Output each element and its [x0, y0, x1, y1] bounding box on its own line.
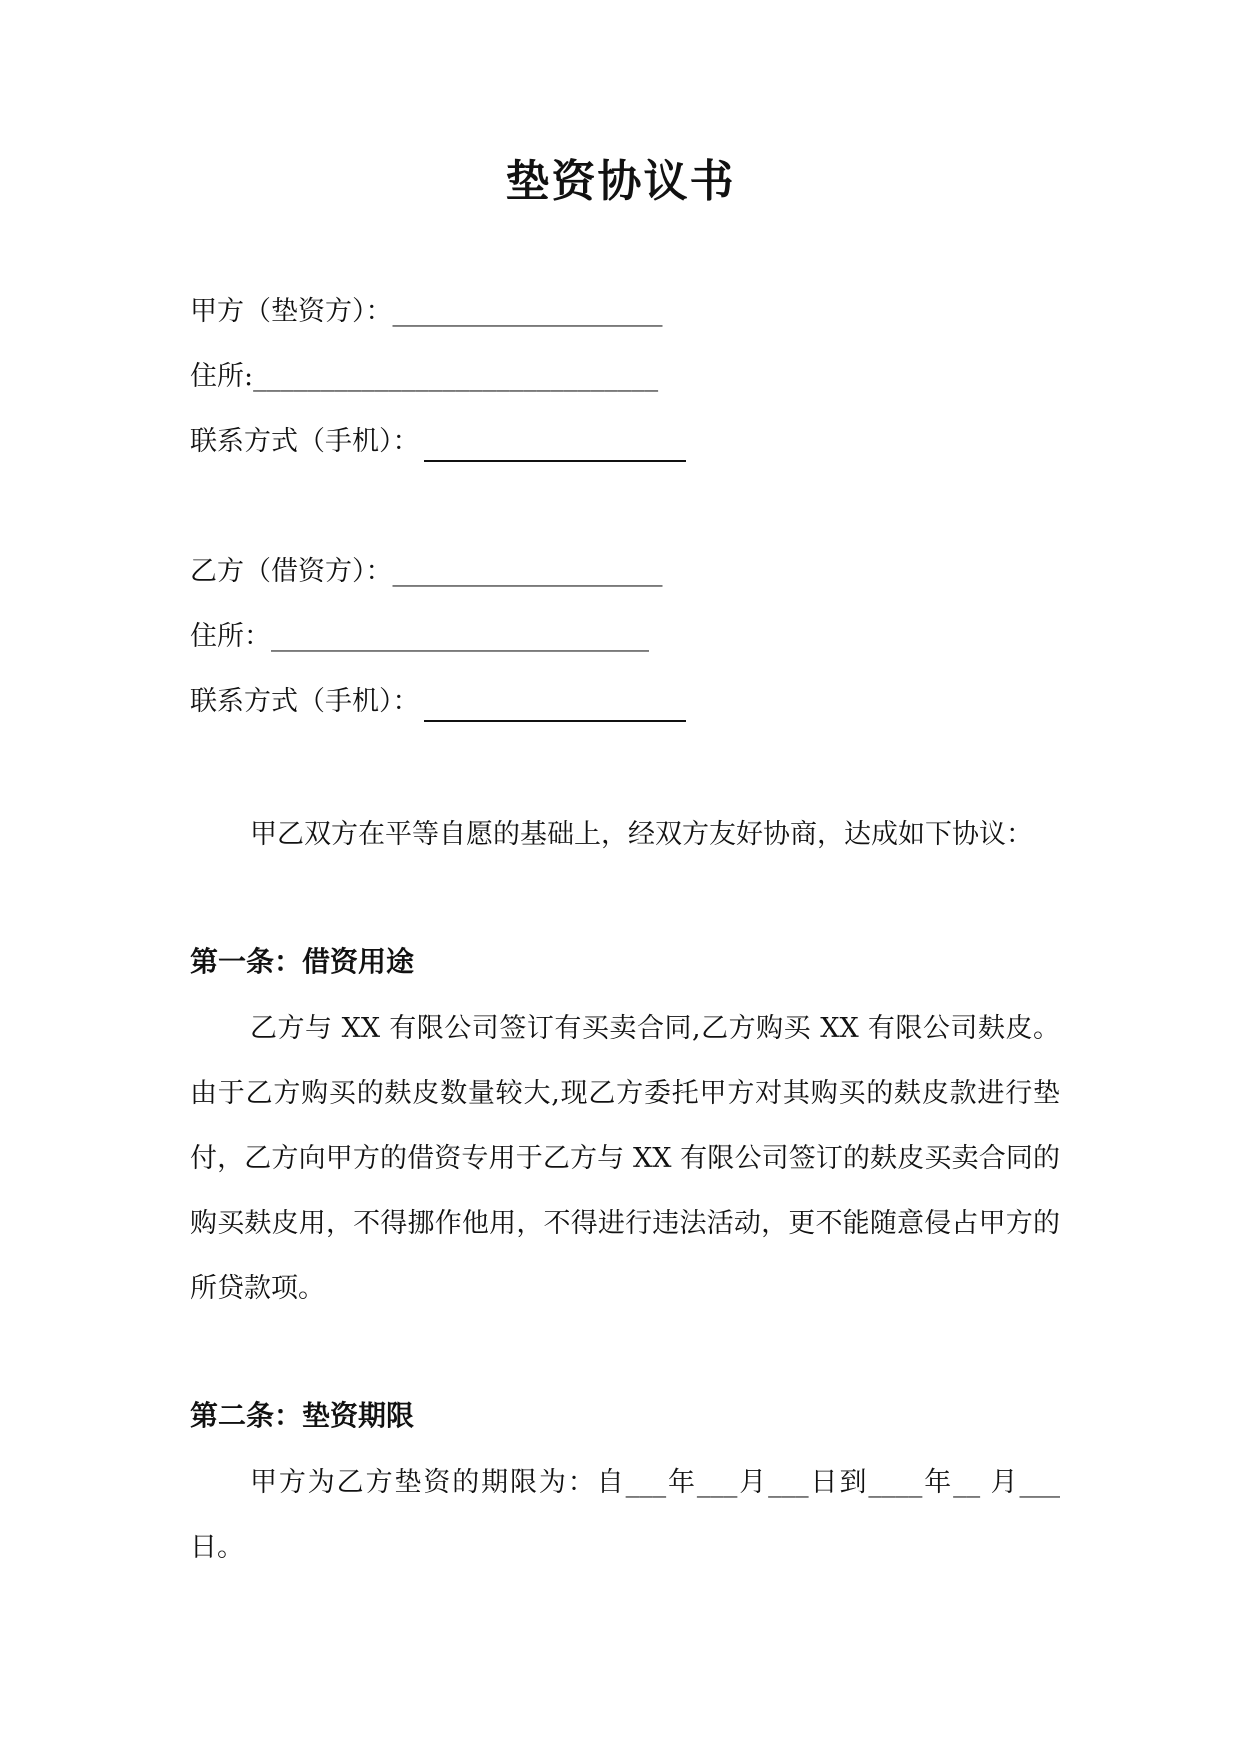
article-2-body: 甲方为乙方垫资的期限为：自___年___月___日到____年__ 月___日。	[190, 1467, 1060, 1563]
party-b-contact-label: 联系方式（手机）：	[190, 686, 420, 717]
party-a-contact-line	[190, 422, 686, 462]
article-1-heading: 第一条：借资用途	[190, 945, 415, 978]
party-b-contact-blank	[424, 690, 686, 722]
party-b-contact-line	[190, 682, 686, 722]
document-title: 垫资协议书	[505, 156, 736, 207]
intro-paragraph: 甲乙双方在平等自愿的基础上，经双方友好协商，达成如下协议：	[250, 819, 1033, 850]
party-a-contact-label: 联系方式（手机）：	[190, 426, 420, 457]
article-2-heading: 第二条：垫资期限	[190, 1399, 415, 1432]
party-a-name-line: 甲方（垫资方）：____________________	[190, 296, 663, 327]
party-a-address-line: 住所:______________________________	[190, 361, 659, 392]
party-b-name-line: 乙方（借资方）：____________________	[190, 556, 663, 587]
party-a-contact-blank	[424, 430, 686, 462]
article-1-body: 乙方与 XX 有限公司签订有买卖合同,乙方购买 XX 有限公司麸皮。由于乙方购买的麸皮数量较大,现乙方委托甲方对其购买的麸皮款进行垫付，乙方向甲方的借资专用于乙方与 XX 有限公司签订的麸皮买卖合同的购买麸皮用，不得挪作他用，不得进行违法活动，更不能随意侵占甲方的所贷款项。	[190, 1013, 1060, 1304]
party-b-address-line: 住所：____________________________	[190, 621, 649, 652]
